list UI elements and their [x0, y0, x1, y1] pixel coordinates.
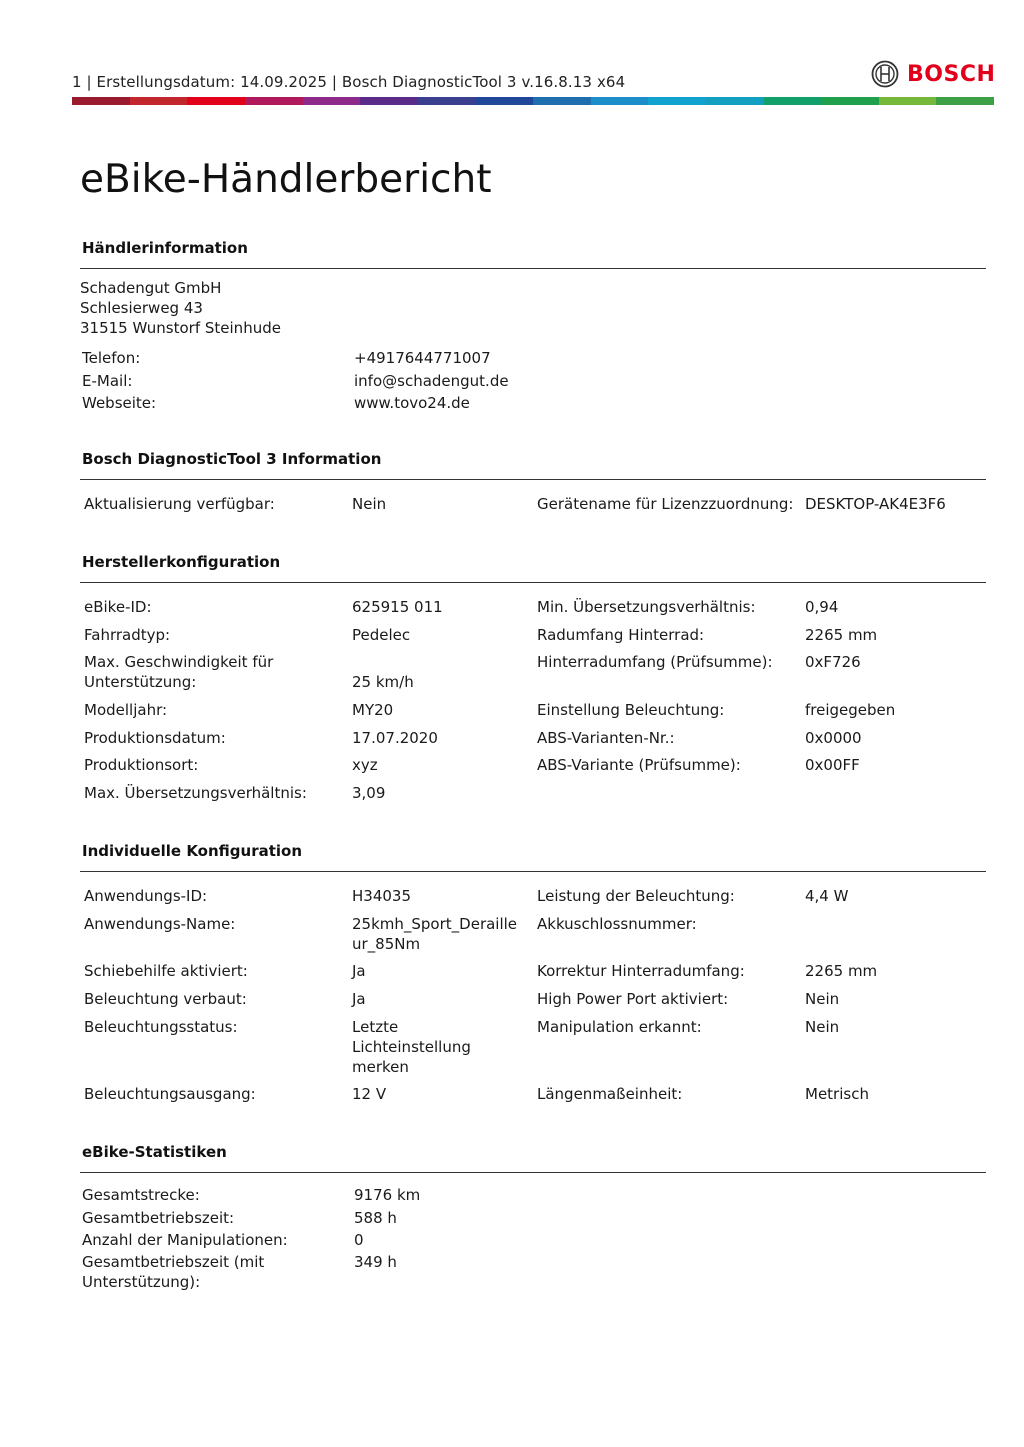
stripe-segment [591, 97, 649, 105]
mfr-bike-type-label: Fahrradtyp: [84, 626, 171, 644]
mfr-bike-type-value: Pedelec [352, 626, 411, 644]
mfr-production-site-value: xyz [352, 756, 378, 774]
stats-total-runtime-value: 588 h [354, 1209, 397, 1227]
mfr-max-ratio-label: Max. Übersetzungsverhältnis: [84, 784, 307, 802]
stripe-segment [533, 97, 591, 105]
mfr-min-ratio-value: 0,94 [805, 598, 839, 616]
stripe-segment [303, 97, 361, 105]
section-title-dealer: Händlerinformation [82, 239, 248, 257]
mfr-max-ratio-value: 3,09 [352, 784, 386, 802]
stats-manipulations-label: Anzahl der Manipulationen: [82, 1231, 288, 1249]
mfr-wheel-checksum-value: 0xF726 [805, 653, 861, 671]
mfr-production-date-value: 17.07.2020 [352, 729, 438, 747]
ind-lighting-power-value: 4,4 W [805, 887, 849, 905]
ind-app-id-value: H34035 [352, 887, 411, 905]
tool-device-label: Gerätename für Lizenzzuordnung: [537, 495, 794, 513]
ind-length-unit-label: Längenmaßeinheit: [537, 1085, 683, 1103]
ind-lock-number-label: Akkuschlossnummer: [537, 915, 697, 933]
stripe-segment [475, 97, 533, 105]
bosch-armature-icon [871, 60, 899, 88]
mfr-wheel-circ-label: Radumfang Hinterrad: [537, 626, 705, 644]
mfr-lighting-setting-value: freigegeben [805, 701, 896, 719]
mfr-min-ratio-label: Min. Übersetzungsverhältnis: [537, 598, 756, 616]
stripe-segment [418, 97, 476, 105]
stripe-segment [648, 97, 706, 105]
mfr-production-date-label: Produktionsdatum: [84, 729, 226, 747]
ind-wheel-correction-label: Korrektur Hinterradumfang: [537, 962, 745, 980]
dealer-phone-value: +4917644771007 [354, 349, 491, 367]
stats-total-distance-label: Gesamtstrecke: [82, 1186, 200, 1204]
stats-assisted-runtime-label: Gesamtbetriebszeit (mit Unterstützung): [82, 1253, 265, 1291]
ind-lighting-status-label: Beleuchtungsstatus: [84, 1018, 238, 1036]
section-title-manufacturer: Herstellerkonfiguration [82, 553, 281, 571]
ind-manipulation-label: Manipulation erkannt: [537, 1018, 702, 1036]
ind-app-id-label: Anwendungs-ID: [84, 887, 208, 905]
ind-app-name-value: 25kmh_Sport_Derailleur_85Nm [352, 915, 518, 953]
stripe-segment [360, 97, 418, 105]
ind-app-name-label: Anwendungs-Name: [84, 915, 236, 933]
section-title-individual: Individuelle Konfiguration [82, 842, 303, 860]
stats-total-distance-value: 9176 km [354, 1186, 421, 1204]
mfr-wheel-circ-value: 2265 mm [805, 626, 878, 644]
stripe-segment [936, 97, 994, 105]
ind-lighting-installed-value: Ja [352, 990, 366, 1008]
stripe-segment [72, 97, 130, 105]
ind-high-power-port-label: High Power Port aktiviert: [537, 990, 729, 1008]
ind-lighting-output-value: 12 V [352, 1085, 387, 1103]
dealer-email-value: info@schadengut.de [354, 372, 509, 390]
stripe-segment [187, 97, 245, 105]
section-divider [80, 1172, 986, 1173]
stripe-segment [706, 97, 764, 105]
tool-update-value: Nein [352, 495, 387, 513]
mfr-production-site-label: Produktionsort: [84, 756, 199, 774]
stripe-segment [821, 97, 879, 105]
mfr-ebike-id-value: 625915 011 [352, 598, 443, 616]
tool-device-value: DESKTOP-AK4E3F6 [805, 495, 946, 513]
ind-lighting-output-label: Beleuchtungsausgang: [84, 1085, 256, 1103]
mfr-abs-variant-value: 0x0000 [805, 729, 862, 747]
ind-lighting-status-value: Letzte Lichteinstellung merken [352, 1018, 471, 1076]
ind-manipulation-value: Nein [805, 1018, 840, 1036]
dealer-company: Schadengut GmbH [80, 279, 222, 297]
dealer-street: Schlesierweg 43 [80, 299, 203, 317]
mfr-lighting-setting-label: Einstellung Beleuchtung: [537, 701, 725, 719]
ind-lighting-installed-label: Beleuchtung verbaut: [84, 990, 247, 1008]
ind-push-assist-label: Schiebehilfe aktiviert: [84, 962, 248, 980]
mfr-model-year-label: Modelljahr: [84, 701, 168, 719]
ind-length-unit-value: Metrisch [805, 1085, 869, 1103]
stripe-segment [130, 97, 188, 105]
dealer-phone-label: Telefon: [82, 349, 141, 367]
stats-manipulations-value: 0 [354, 1231, 364, 1249]
tool-update-label: Aktualisierung verfügbar: [84, 495, 275, 513]
section-divider [80, 479, 986, 480]
section-divider [80, 871, 986, 872]
section-divider [80, 268, 986, 269]
mfr-abs-checksum-label: ABS-Variante (Prüfsumme): [537, 756, 741, 774]
section-divider [80, 582, 986, 583]
section-title-stats: eBike-Statistiken [82, 1143, 227, 1161]
brand-color-stripe [72, 97, 994, 105]
ind-wheel-correction-value: 2265 mm [805, 962, 878, 980]
dealer-email-label: E-Mail: [82, 372, 133, 390]
mfr-abs-checksum-value: 0x00FF [805, 756, 860, 774]
mfr-model-year-value: MY20 [352, 701, 394, 719]
stats-assisted-runtime-value: 349 h [354, 1253, 397, 1271]
bosch-wordmark: BOSCH [907, 61, 996, 87]
ind-high-power-port-value: Nein [805, 990, 840, 1008]
bosch-logo [871, 58, 995, 90]
dealer-website-label: Webseite: [82, 394, 157, 412]
mfr-abs-variant-label: ABS-Varianten-Nr.: [537, 729, 675, 747]
stripe-segment [245, 97, 303, 105]
mfr-max-speed-label: Max. Geschwindigkeit für Unterstützung: [84, 653, 274, 691]
page-title: eBike-Händlerbericht [80, 157, 492, 202]
mfr-wheel-checksum-label: Hinterradumfang (Prüfsumme): [537, 653, 773, 671]
dealer-city: 31515 Wunstorf Steinhude [80, 319, 281, 337]
stripe-segment [879, 97, 937, 105]
mfr-ebike-id-label: eBike-ID: [84, 598, 152, 616]
ind-lighting-power-label: Leistung der Beleuchtung: [537, 887, 735, 905]
section-title-tool: Bosch DiagnosticTool 3 Information [82, 450, 382, 468]
mfr-max-speed-value: 25 km/h [352, 673, 414, 691]
ind-push-assist-value: Ja [352, 962, 366, 980]
report-header-line: 1 | Erstellungsdatum: 14.09.2025 | Bosch DiagnosticTool 3 v.16.8.13 x64 [72, 73, 626, 91]
stats-total-runtime-label: Gesamtbetriebszeit: [82, 1209, 235, 1227]
dealer-website-value: www.tovo24.de [354, 394, 470, 412]
stripe-segment [764, 97, 822, 105]
